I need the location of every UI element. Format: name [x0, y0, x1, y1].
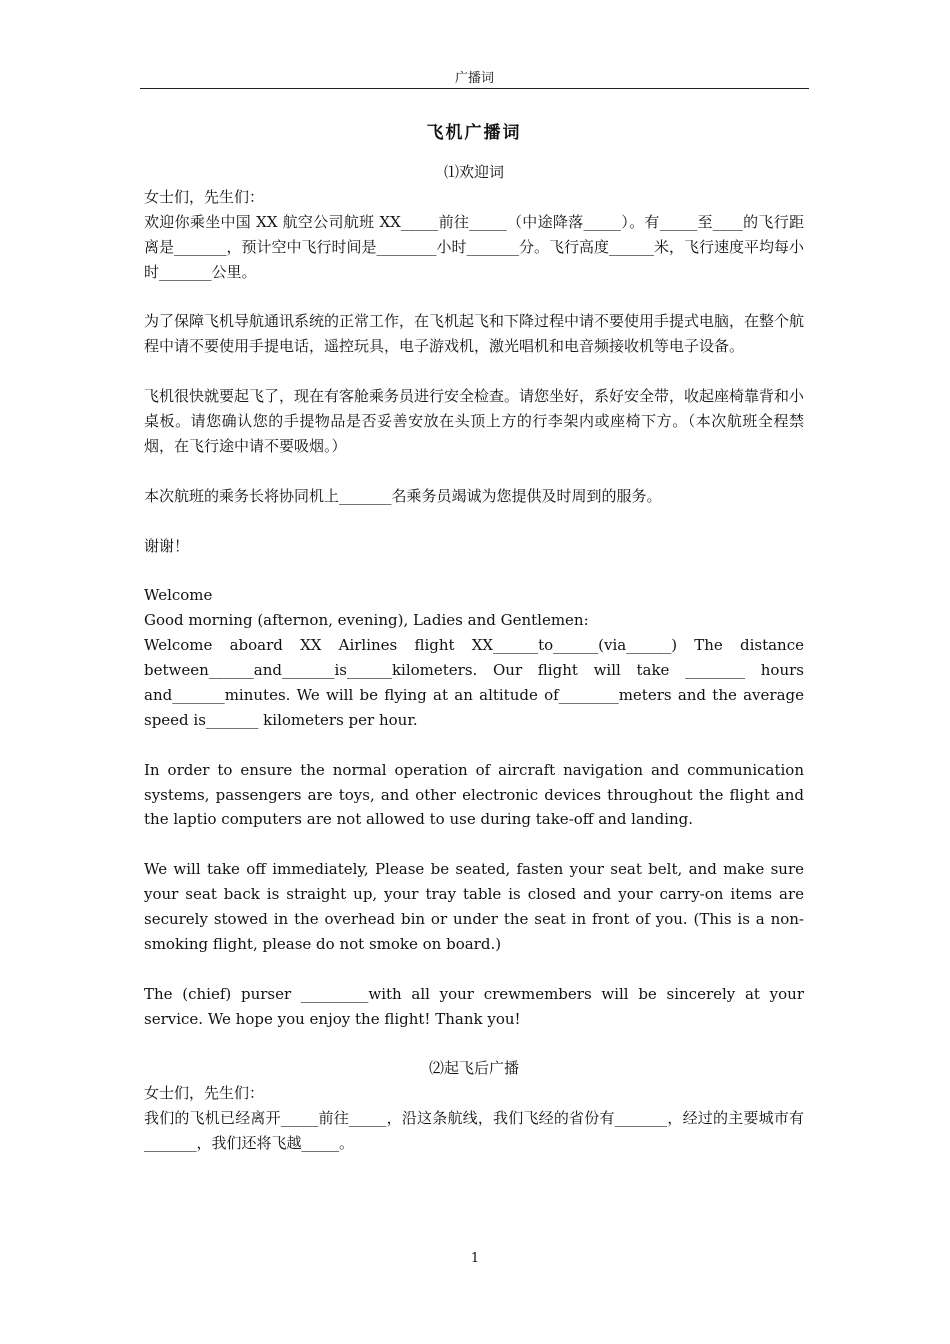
- page-number: 1: [470, 1251, 480, 1266]
- en-paragraph-3: We will take off immediately, Please be seated, fasten your seat belt, and make sure your seat back is straight up, your tray table is closed and your carry-on items are securely stowed in the overhead bin or under the seat in front of you. (This is a non-smoking flight, please do not smoke on board.): [144, 860, 804, 953]
- section2-paragraph-1: 我们的飞机已经离开_____前往_____，沿这条航线，我们飞经的省份有_______，经过的主要城市有_______，我们还将飞越_____。: [144, 1109, 804, 1153]
- cn-paragraph-1: 欢迎你乘坐中国 XX 航空公司航班 XX_____前往_____（中途降落_____）。有_____至____的飞行距离是_______，预计空中飞行时间是________小时_______分。飞行高度______米，飞行速度平均每小时_______公里。: [144, 212, 805, 281]
- en-paragraph-1: Welcome aboard XX Airlines flight XX______to______(via______) The distance between______and_______is______kilometers. Our flight will take ________ hours and_______minutes. We will be flying at an altitude of________meters and the average speed is_______ kilometers per hour.: [144, 636, 804, 729]
- document-body: [144, 120, 804, 1156]
- page-header: 广播词: [454, 71, 494, 86]
- en-paragraph-2: In order to ensure the normal operation of aircraft navigation and communication systems, passengers are toys, and other electronic devices throughout the flight and the laptio computers are not allowed to use during take-off and landing.: [144, 760, 804, 829]
- cn-greeting: 女士们，先生们：: [144, 187, 265, 206]
- en-paragraph-4: The (chief) purser _________with all your crewmembers will be sincerely at your service. We hope you enjoy the flight! Thank you!: [144, 984, 804, 1028]
- cn-paragraph-4: 本次航班的乘务长将协同机上_______名乘务员竭诚为您提供及时周到的服务。: [144, 486, 662, 505]
- cn-paragraph-3: 飞机很快就要起飞了，现在有客舱乘务员进行安全检查。请您坐好，系好安全带，收起座椅靠背和小桌板。请您确认您的手提物品是否妥善安放在头顶上方的行李架内或座椅下方。（本次航班全程禁烟，在飞行途中请不要吸烟。）: [144, 387, 805, 455]
- en-heading: Welcome: [144, 586, 213, 605]
- cn-paragraph-2: 为了保障飞机导航通讯系统的正常工作，在飞机起飞和下降过程中请不要使用手提式电脑，在整个航程中请不要使用手提电话，遥控玩具，电子游戏机，激光唱机和电音频接收机等电子设备。: [144, 312, 805, 356]
- header-rule: [140, 88, 809, 89]
- cn-thanks: 谢谢！: [144, 536, 190, 555]
- section1-heading: ⑴欢迎词: [443, 163, 504, 181]
- en-greeting: Good morning (afternon, evening), Ladies and Gentlemen:: [144, 611, 589, 630]
- section2-heading: ⑵起飞后广播: [428, 1059, 519, 1078]
- document-title: 飞机广播词: [426, 123, 522, 143]
- section2-greeting: 女士们，先生们：: [144, 1084, 265, 1103]
